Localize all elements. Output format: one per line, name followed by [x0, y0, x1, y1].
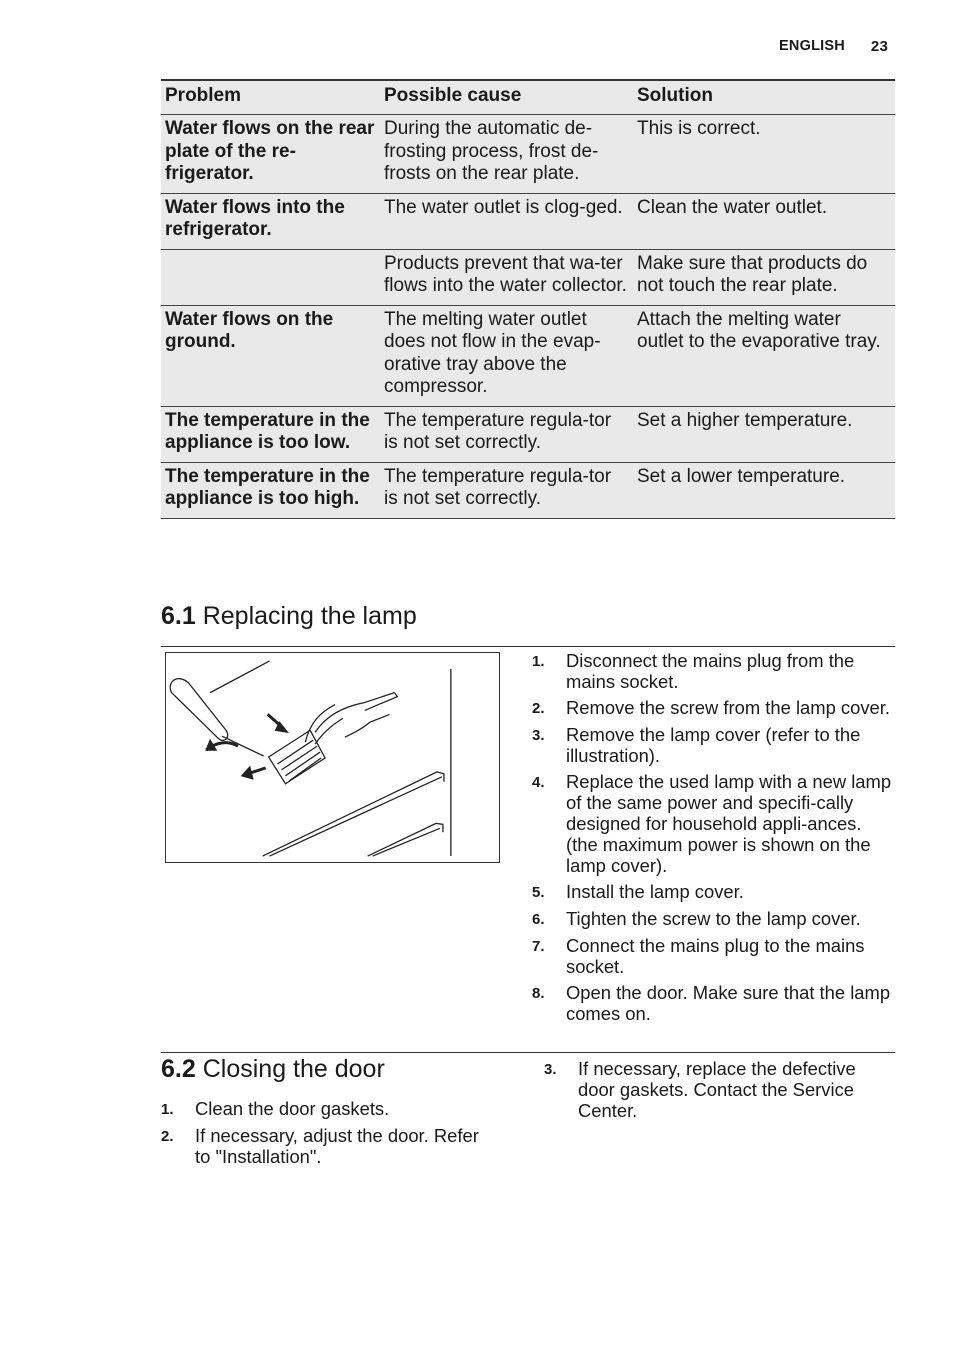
cause-cell: The melting water outlet does not flow in the evap-orative tray above the compressor.: [380, 305, 633, 406]
step-number: 2.: [532, 700, 545, 717]
column-header-solution: Solution: [633, 80, 895, 115]
step-number: 1.: [161, 1101, 174, 1118]
step-number: 3.: [544, 1061, 557, 1078]
list-item: [532, 908, 892, 930]
problem-cell: The temperature in the appliance is too low.: [161, 406, 380, 462]
step-number: 8.: [532, 985, 545, 1002]
step-text: Remove the lamp cover (refer to the illustration).: [566, 724, 861, 766]
table-row: [161, 406, 895, 462]
solution-cell: Make sure that products do not touch the rear plate.: [633, 249, 895, 305]
solution-cell: Set a lower temperature.: [633, 462, 895, 518]
list-item: [532, 881, 892, 903]
door-steps-list-right: [544, 1058, 879, 1126]
page-header: [779, 38, 888, 55]
step-text: Connect the mains plug to the mains socket.: [566, 935, 865, 977]
list-item: [532, 697, 892, 719]
section-number: 6.1: [161, 602, 196, 630]
problem-cell: Water flows on the ground.: [161, 305, 380, 406]
list-item: [532, 650, 892, 692]
column-header-cause: Possible cause: [380, 80, 633, 115]
step-text: Tighten the screw to the lamp cover.: [566, 908, 861, 929]
list-item: [161, 1098, 496, 1120]
lamp-replacement-illustration: [165, 652, 500, 863]
problem-cell: The temperature in the appliance is too high.: [161, 462, 380, 518]
cause-cell: Products prevent that wa-ter flows into the water collector.: [380, 249, 633, 305]
section-divider: [161, 646, 895, 647]
step-text: Clean the door gaskets.: [195, 1098, 390, 1119]
step-text: If necessary, adjust the door. Refer to "Installation".: [195, 1125, 479, 1167]
lamp-steps-list: [532, 650, 892, 1029]
language-label: ENGLISH: [779, 38, 845, 54]
section-heading-lamp: [161, 602, 417, 631]
step-number: 3.: [532, 727, 545, 744]
problem-cell: Water flows on the rear plate of the re-frigerator.: [165, 118, 375, 184]
step-number: 5.: [532, 884, 545, 901]
table-row: [161, 305, 895, 406]
solution-cell: Clean the water outlet.: [633, 193, 895, 249]
section-title: Replacing the lamp: [202, 602, 417, 630]
step-number: 6.: [532, 911, 545, 928]
table-row: [161, 115, 895, 194]
solution-cell: This is correct.: [637, 118, 761, 139]
step-number: 1.: [532, 653, 545, 670]
cause-cell: The temperature regula-tor is not set correctly.: [380, 406, 633, 462]
step-text: If necessary, replace the defective door gaskets. Contact the Service Center.: [578, 1058, 856, 1121]
step-text: Open the door. Make sure that the lamp comes on.: [566, 982, 891, 1024]
solution-cell: Attach the melting water outlet to the evaporative tray.: [633, 305, 895, 406]
section-title: Closing the door: [202, 1055, 385, 1083]
problem-cell: [161, 249, 380, 305]
step-number: 2.: [161, 1128, 174, 1145]
step-text: Install the lamp cover.: [566, 881, 744, 902]
list-item: [532, 771, 892, 876]
solution-cell: Set a higher temperature.: [633, 406, 895, 462]
section-heading-door: [161, 1055, 385, 1084]
list-item: [532, 724, 892, 766]
cause-cell: During the automatic de-frosting process, frost de-frosts on the rear plate.: [384, 118, 599, 184]
list-item: [532, 982, 892, 1024]
cause-cell: The water outlet is clog-ged.: [380, 193, 633, 249]
column-header-problem: Problem: [161, 80, 380, 115]
troubleshooting-table: [161, 79, 895, 519]
step-text: Replace the used lamp with a new lamp of the same power and specifi-cally designed for household appli-ances. (the maximum power is shown on the lamp cover).: [566, 771, 892, 876]
section-number: 6.2: [161, 1055, 196, 1083]
step-text: Remove the screw from the lamp cover.: [566, 697, 890, 718]
step-number: 4.: [532, 774, 545, 791]
problem-cell: Water flows into the refrigerator.: [161, 193, 380, 249]
cause-cell: The temperature regula-tor is not set correctly.: [380, 462, 633, 518]
list-item: [544, 1058, 879, 1121]
table-row: [161, 249, 895, 305]
door-steps-list-left: [161, 1098, 496, 1172]
list-item: [161, 1125, 496, 1167]
table-row: [161, 462, 895, 518]
page-number: 23: [870, 38, 888, 55]
table-header-row: [161, 80, 895, 115]
table-row: [161, 193, 895, 249]
step-number: 7.: [532, 938, 545, 955]
section-divider: [161, 1052, 895, 1053]
list-item: [532, 935, 892, 977]
step-text: Disconnect the mains plug from the mains socket.: [566, 650, 855, 692]
